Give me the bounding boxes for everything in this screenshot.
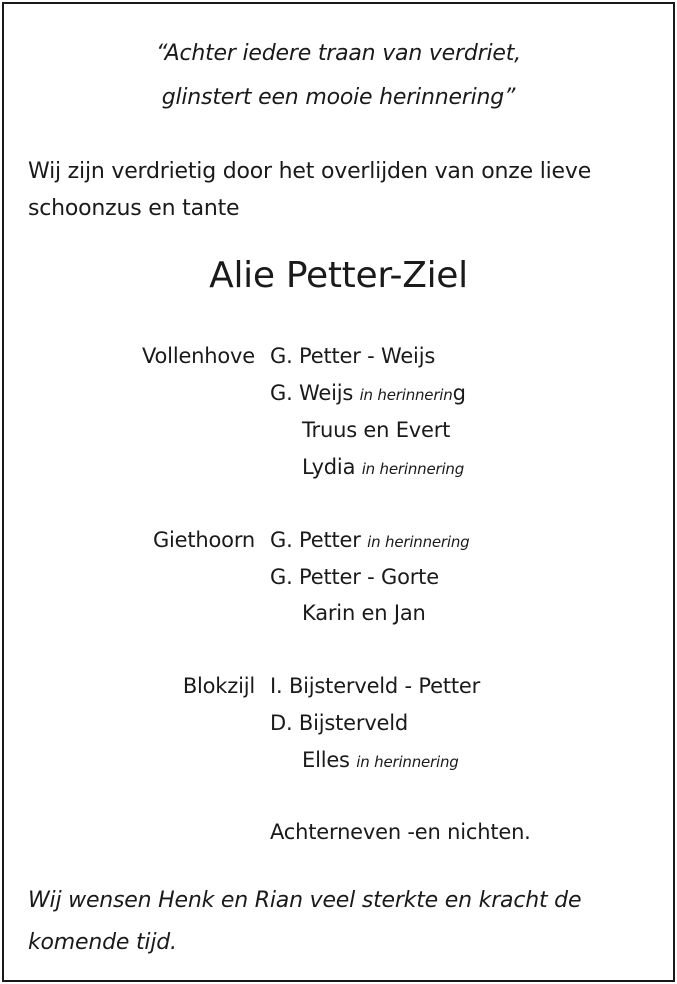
member-name: G. Weijs	[270, 381, 354, 405]
family-member	[270, 344, 435, 368]
closing-text: Wij wensen Henk en Rian veel sterkte en kracht de komende tijd.	[28, 888, 582, 955]
remembrance-note: in herinnering	[356, 753, 459, 771]
family-member	[270, 711, 408, 735]
member-name: Truus en Evert	[302, 418, 451, 442]
member-name: G. Petter - Weijs	[270, 344, 436, 368]
member-name: D. Bijsterveld	[270, 711, 409, 735]
motto-line-2: glinstert een mooie herinnering”	[161, 85, 516, 110]
family-member	[302, 601, 426, 625]
family-member	[302, 455, 464, 479]
remembrance-note: in herinnerin	[359, 386, 453, 404]
family-member	[270, 528, 470, 552]
intro-text: Wij zijn verdrietig door het overlijden van onze lieve schoonzus en tante	[28, 159, 592, 221]
family-member	[302, 418, 450, 442]
remembrance-note: in herinnering	[367, 533, 470, 551]
deceased-name: Alie Petter-Ziel	[209, 255, 468, 296]
family-member	[270, 565, 439, 589]
family-member	[270, 674, 480, 698]
member-name: Karin en Jan	[302, 601, 426, 625]
member-name: Elles	[302, 748, 350, 772]
remembrance-note-tail: g	[452, 381, 466, 405]
place-giethoorn: Giethoorn	[152, 528, 255, 552]
member-name: Lydia	[302, 455, 356, 479]
family-member	[302, 748, 459, 772]
member-name: G. Petter - Gorte	[270, 565, 439, 589]
death-notice-card	[2, 2, 675, 982]
member-name: G. Petter	[270, 528, 361, 552]
remembrance-note: in herinnering	[361, 460, 465, 478]
motto-line-1: “Achter iedere traan van verdriet,	[156, 41, 521, 66]
place-vollenhove: Vollenhove	[142, 344, 255, 368]
place-blokzijl: Blokzijl	[182, 674, 255, 698]
family-member	[270, 381, 466, 405]
extended-family: Achterneven -en nichten.	[270, 820, 531, 844]
member-name: I. Bijsterveld - Petter	[270, 674, 481, 698]
